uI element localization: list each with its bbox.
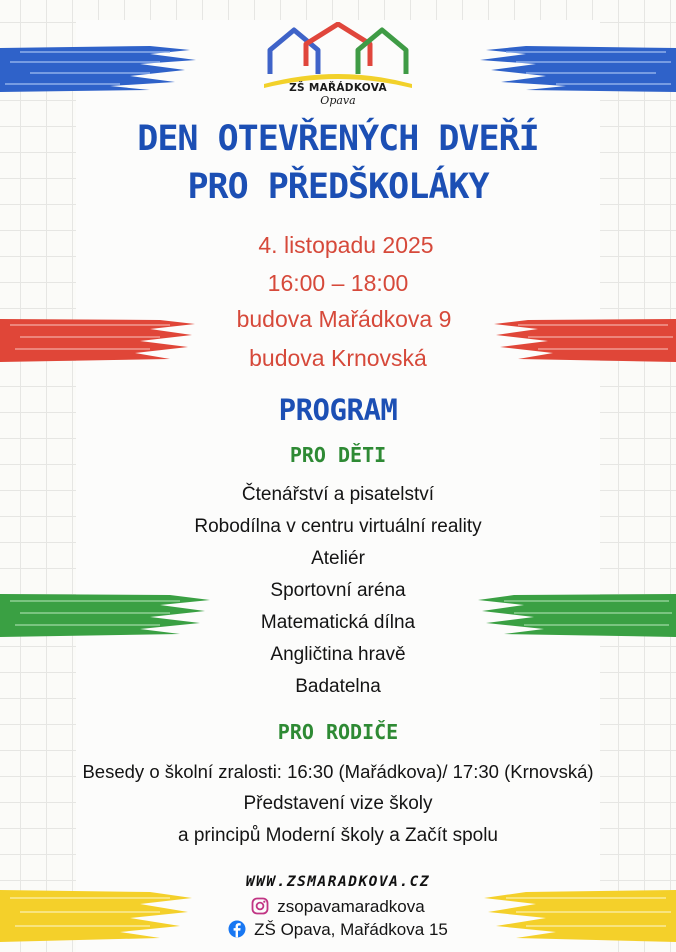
- title-line-1: DEN OTEVŘENÝCH DVEŘÍ: [137, 119, 539, 159]
- kids-item: Robodílna v centru virtuální reality: [194, 516, 482, 537]
- parents-heading: PRO RODIČE: [277, 720, 399, 744]
- blue-brush-stroke-right: [476, 40, 676, 96]
- kids-item: Čtenářství a pisatelství: [241, 484, 435, 505]
- kids-item: Badatelna: [295, 676, 381, 697]
- instagram-row[interactable]: [0, 897, 676, 920]
- kids-item: Matematická dílna: [260, 612, 416, 633]
- title-line-2: PRO PŘEDŠKOLÁKY: [187, 167, 489, 207]
- parents-item: Představení vize školy: [243, 793, 433, 814]
- event-date: 4. listopadu 2025: [258, 232, 434, 258]
- facebook-page-name: ZŠ Opava, Mařádkova 15: [254, 920, 448, 939]
- event-location-1: budova Mařádkova 9: [236, 306, 452, 332]
- program-heading: PROGRAM: [278, 393, 398, 427]
- kids-item: Angličtina hravě: [270, 644, 406, 665]
- kids-heading: PRO DĚTI: [289, 443, 387, 467]
- kids-item: Ateliér: [311, 548, 365, 569]
- facebook-row[interactable]: [0, 920, 676, 943]
- facebook-icon: [228, 920, 246, 943]
- parents-item: a principů Moderní školy a Začít spolu: [178, 825, 498, 846]
- event-time: 16:00 – 18:00: [267, 270, 409, 296]
- logo-city: Opava: [320, 94, 356, 107]
- instagram-icon: [251, 897, 269, 920]
- parents-item: Besedy o školní zralosti: 16:30 (Mařádkova)/ 17:30 (Krnovská): [82, 761, 594, 782]
- blue-brush-stroke-left: [0, 40, 200, 96]
- event-location-2: budova Krnovská: [249, 345, 427, 371]
- website-link[interactable]: WWW.ZSMARADKOVA.CZ: [245, 874, 431, 890]
- instagram-handle: zsopavamaradkova: [277, 897, 425, 916]
- logo-school-name: ZŠ MAŘÁDKOVA: [289, 82, 387, 94]
- kids-item: Sportovní aréna: [270, 580, 406, 601]
